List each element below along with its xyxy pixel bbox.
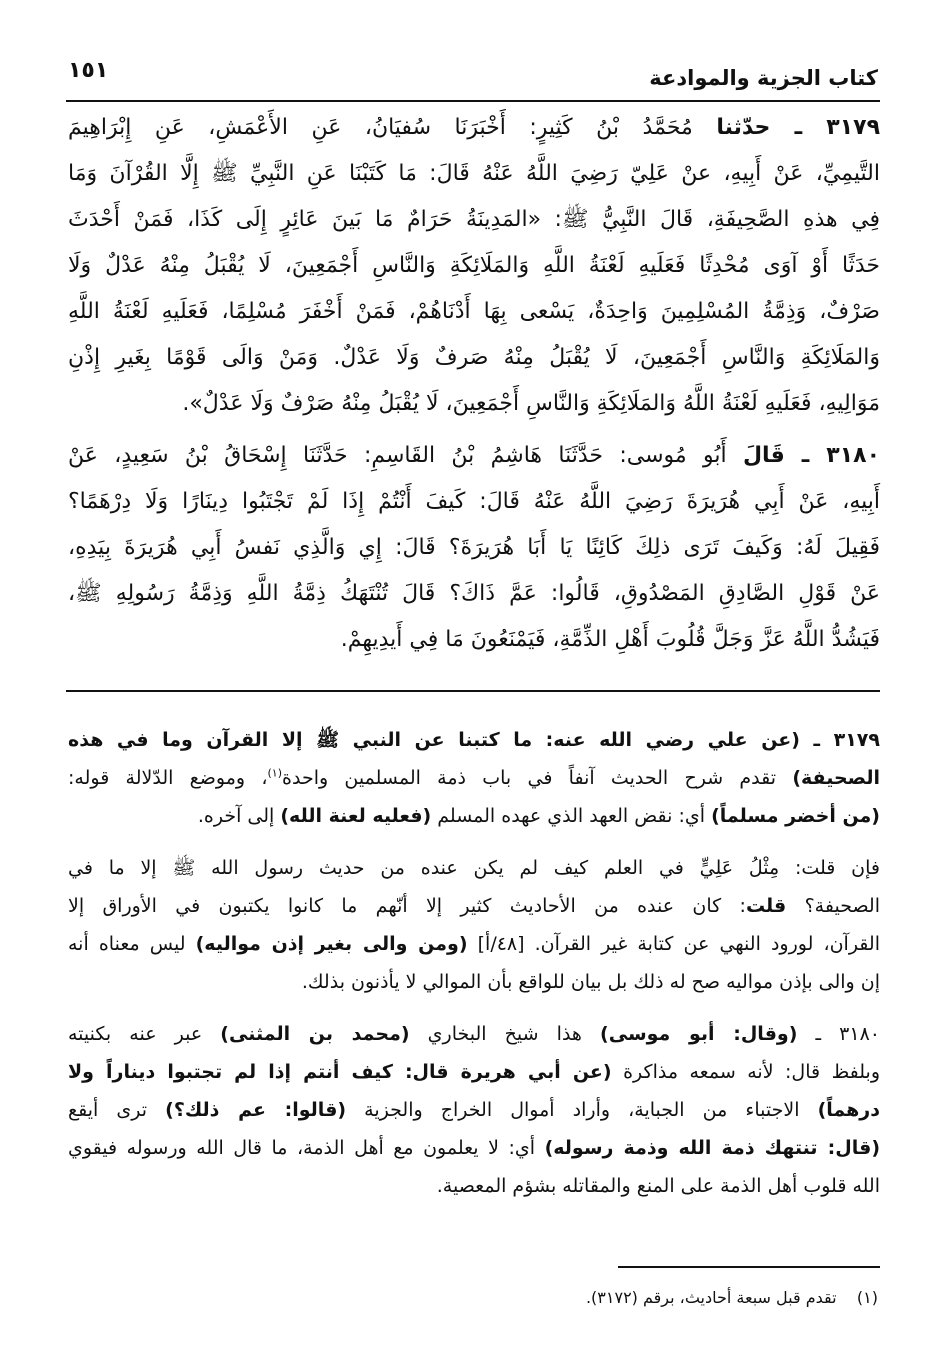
text-line	[68, 197, 880, 243]
text-segment: فَيَشُدُّ اللَّهُ عَزَّ وَجَلَّ قُلُوبَ أَهْلِ الذِّمَّةِ، فَيَمْنَعُونَ مَا فِي أَيدِيهِمْ.	[340, 627, 880, 652]
bold-text: (من أخضر مسلماً)	[711, 805, 880, 827]
bold-text: (فعليه لعنة الله)	[280, 805, 432, 827]
text-segment: التَّيمِيِّ، عَنْ أَبِيهِ، عنْ عَلِيّ رَضِيَ اللَّهُ عَنْهُ قَالَ: مَا كَتَبْنَا عَنِ النَّبِيِّ ﷺ إِلَّا القُرْآنَ وَمَا	[68, 161, 880, 186]
text-line	[68, 243, 880, 289]
text-segment: عَنْ قَوْلِ الصَّادِقِ المَصْدُوقِ، قَالُوا: عَمَّ ذَاكَ؟ قَالَ تُنْتَهَكُ ذِمَّةُ اللَّهِ وَذِمَّةُ رَسُولِهِ ﷺ،	[68, 581, 880, 606]
bold-text: (قالوا: عم ذلك؟)	[165, 1099, 347, 1121]
text-line	[68, 925, 880, 963]
text-line	[68, 289, 880, 335]
text-line	[68, 1129, 880, 1167]
footnote-marker: (١)	[856, 1288, 878, 1307]
text-segment: وَالمَلَائِكَةِ وَالنَّاسِ أَجْمَعِينَ، لَا يُقْبَلُ مِنْهُ صَرفٌ وَلَا عَدْلٌ. وَمَنْ وَالَى قَوْمًا بِغَيرِ إِذْنِ	[68, 345, 880, 370]
text-line	[68, 617, 880, 663]
text-segment: ، وموضع الدّلالة قوله:	[68, 767, 268, 789]
bold-text: ٣١٧٩ ـ حدّثنا	[716, 115, 880, 140]
text-line	[68, 479, 880, 525]
text-segment: صَرْفٌ، وَذِمَّةُ المُسْلِمِينَ وَاحِدَةٌ، يَسْعى بِهَا أَدْنَاهُمْ، فَمَنْ أَخْفَرَ مُسْلِمًا، فَعَلَيهِ لَعْنَةُ اللَّهِ	[68, 299, 880, 324]
text-segment: : كان عنده من الأحاديث كثير إلا أنّهم ما كانوا يكتبون في الأوراق إلا	[68, 895, 746, 917]
text-segment: ٣١٨٠ ـ	[797, 1023, 880, 1045]
text-line	[68, 887, 880, 925]
text-segment: تقدم شرح الحديث آنفاً في باب ذمة المسلمين واحدة	[282, 767, 793, 789]
text-line	[68, 849, 880, 887]
text-segment: مَوَالِيهِ، فَعَلَيهِ لَعْنَةُ اللَّهُ وَالمَلَائِكَةِ وَالنَّاسِ أَجْمَعِينَ، لَا يُقْبَلُ مِنْهُ صَرْفٌ وَلَا عَدْلٌ».	[182, 391, 880, 416]
text-segment: الصحيفة؟	[786, 895, 881, 917]
bold-text: ٣١٨٠ ـ قَالَ	[742, 443, 880, 468]
bold-text: درهماً)	[817, 1099, 880, 1121]
text-line	[68, 797, 880, 835]
text-segment: أي: لا يعلمون مع أهل الذمة، ما قال الله ورسوله فيقوي	[68, 1137, 545, 1159]
text-segment: مُحَمَّدُ بْنُ كَثِيرٍ: أَخْبَرَنَا سُفيَانُ، عَنِ الأَعْمَشِ، عَنِ إِبْرَاهِيمَ	[68, 115, 717, 140]
text-line	[68, 721, 880, 759]
commentary-paragraph	[68, 849, 880, 1001]
text-segment: أَبُو مُوسى: حَدَّثَنَا هَاشِمُ بْنُ القَاسِمِ: حَدَّثَنَا إِسْحَاقُ بْنُ سَعِيدٍ، عَنْ	[68, 443, 743, 468]
text-line	[68, 151, 880, 197]
text-line	[68, 963, 880, 1001]
bold-text: (محمد بن المثنى)	[220, 1023, 410, 1045]
text-line	[68, 1015, 880, 1053]
running-title: كتاب الجزية والموادعة	[649, 66, 878, 90]
bold-text: ٣١٧٩ ـ (عن علي رضي الله عنه: ما كتبنا عن النبي ﷺ إلا القرآن وما في هذه	[68, 729, 880, 751]
text-segment: أي: نقض العهد الذي عهده المسلم	[431, 805, 712, 827]
bold-text: (وقال: أبو موسى)	[600, 1023, 798, 1045]
bold-text: (ومن والى بغير إذن مواليه)	[195, 933, 468, 955]
text-line	[68, 1167, 880, 1205]
page-number: ١٥١	[68, 58, 109, 83]
text-segment: الاجتباء من الجباية، وأراد أموال الخراج والجزية	[346, 1099, 818, 1121]
text-segment: إلى آخره.	[197, 805, 281, 827]
bold-text: (عن أبي هريرة قال: كيف أنتم إذا لم تجتبوا ديناراً ولا	[68, 1061, 612, 1083]
text-segment: هذا شيخ البخاري	[409, 1023, 601, 1045]
header-rule	[66, 100, 880, 102]
text-segment: فإن قلت: مِثْلُ عَلِيٍّ في العلم كيف لم يكن عنده من حديث رسول الله ﷺ إلا ما في	[68, 857, 880, 879]
text-line	[68, 335, 880, 381]
commentary-paragraph	[68, 1015, 880, 1205]
text-line	[68, 759, 880, 797]
bold-text: (قال: تنتهك ذمة الله وذمة رسوله)	[544, 1137, 881, 1159]
text-segment: ليس معناه أنه	[68, 933, 196, 955]
text-line	[68, 525, 880, 571]
text-line	[68, 433, 880, 479]
footnote	[586, 1288, 878, 1307]
hadith-text	[68, 105, 880, 663]
text-segment: القرآن، لورود النهي عن كتابة غير القرآن. [٤٨/أ]	[467, 933, 880, 955]
text-segment: فِي هذهِ الصَّحِيفَةِ، قَالَ النَّبِيُّ ﷺ: «المَدِينَةُ حَرَامٌ مَا بَينَ عَائِرٍ إِلَى كَذَا، فَمَنْ أَحْدَثَ	[68, 207, 880, 232]
text-line	[68, 571, 880, 617]
text-segment: عبر عنه بكنيته	[68, 1023, 221, 1045]
text-line	[68, 105, 880, 151]
text-segment: حَدَثًا أَوْ آوَى مُحْدِثًا فَعَلَيهِ لَعْنَةُ اللَّهِ وَالمَلَائِكَةِ وَالنَّاسِ أَجْمَعِينَ، لَا يُقْبَلُ مِنْهُ عَدْلٌ وَلَا	[68, 253, 880, 278]
text-segment: ترى أيقع	[68, 1099, 166, 1121]
text-segment: الله قلوب أهل الذمة على المنع والمقاتله بشؤم المعصية.	[436, 1175, 880, 1197]
text-segment: وبلفظ قال: لأنه سمعه مذاكرة	[611, 1061, 880, 1083]
text-line	[68, 1053, 880, 1091]
commentary-paragraph	[68, 721, 880, 835]
text-line	[68, 381, 880, 427]
footnote-rule	[618, 1266, 880, 1268]
main-paragraph	[68, 433, 880, 663]
main-paragraph	[68, 105, 880, 427]
footnote-reference: (١)	[267, 766, 283, 780]
text-segment: إن والى بإذن مواليه صح له ذلك بل بيان للواقع بأن الموالي لا يأذنون بذلك.	[301, 971, 880, 993]
commentary-text	[68, 721, 880, 1205]
text-segment: أَبِيهِ، عَنْ أَبِي هُرَيرَةَ رَضِيَ اللَّهُ عَنْهُ قَالَ: كَيفَ أَنْتُمْ إِذَا لَمْ تَجْتَبُوا دِينَارًا وَلَا دِرْهَمًا؟	[68, 489, 880, 514]
text-line	[68, 1091, 880, 1129]
commentary-separator	[66, 690, 880, 692]
bold-text: قلت	[745, 895, 787, 917]
bold-text: الصحيفة)	[792, 767, 881, 789]
text-segment: فَقِيلَ لَهُ: وَكَيفَ تَرَى ذلِكَ كَائِنًا يَا أَبَا هُرَيرَةَ؟ قَالَ: إِي وَالَّذِي نَفسُ أَبِي هُرَيرَةَ بِيَدِهِ،	[68, 535, 880, 560]
footnote-text: تقدم قبل سبعة أحاديث، برقم (٣١٧٢).	[585, 1288, 837, 1307]
